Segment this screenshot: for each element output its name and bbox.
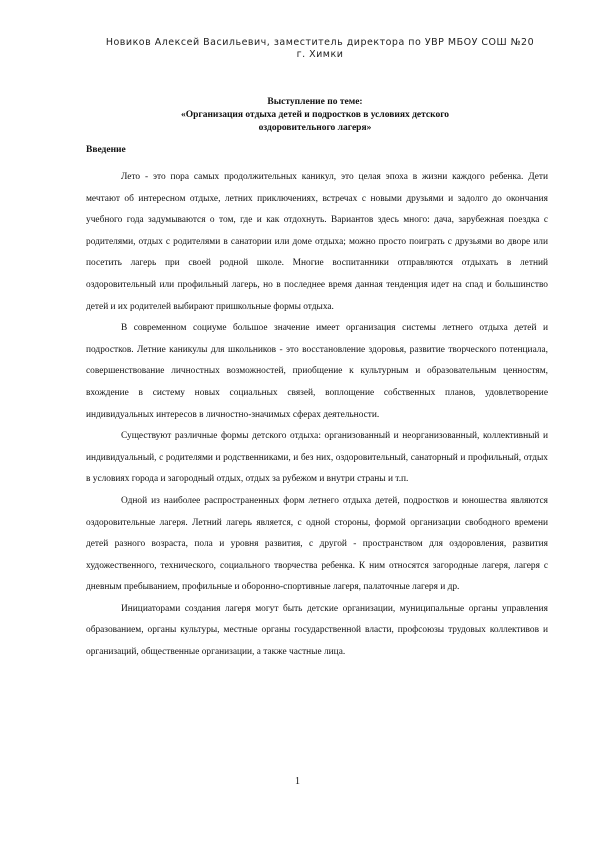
header-author-line: Новиков Алексей Васильевич, заместитель директора по УВР МБОУ СОШ №20 <box>105 37 535 48</box>
paragraph: Лето - это пора самых продолжительных каникул, это целая эпоха в жизни каждого ребенка. Дети мечтают об интересном отдыхе, летних приключениях, встречах с новыми друзьями и задолго до окончания учебного года задумываются о том, где и как отдохнуть. Вариантов здесь много: дача, зарубежная поездка с родителями, отдых с родителями в санатории или доме отдыха; можно просто поиграть с друзьями во дворе или посетить лагерь при своей родной школе. Многие воспитанники отправляются отдыхать в летний оздоровительный или профильный лагерь, но в последнее время данная тенденция идет на спад и большинство детей и их родителей выбирают пришкольные формы отдыха. <box>86 172 548 312</box>
paragraph: В современном социуме большое значение имеет организация системы летнего отдыха детей и подростков. Летние каникулы для школьников - это восстановление здоровья, развитие творческого потенциала, совершенствование личностных возможностей, приобщение к культурным и образовательным ценностям, вхождение в систему новых социальных связей, воплощение собственных планов, удовлетворение индивидуальных интересов в личностно-значимых сферах деятельности. <box>86 323 548 420</box>
speech-title <box>130 96 500 135</box>
section-heading: Введение <box>86 145 126 155</box>
title-line-2: «Организация отдыха детей и подростков в условиях детского <box>180 110 450 120</box>
paragraph: Существуют различные формы детского отдыха: организованный и неорганизованный, коллективный и индивидуальный, с родителями и родственниками, и без них, оздоровительный, санаторный и профильный, отдых в условиях города и загородный отдых, отдых за рубежом и внутри страны и т.п. <box>86 431 548 485</box>
title-line-3: оздоровительного лагеря» <box>258 123 372 133</box>
paragraph: Инициаторами создания лагеря могут быть детские организации, муниципальные органы управления образованием, органы культуры, местные органы государственной власти, профсоюзы трудовых коллективов и организаций, общественные организации, а также частные лица. <box>86 603 548 658</box>
title-line-1: Выступление по теме: <box>267 97 363 107</box>
page-number: 1 <box>295 776 300 787</box>
paragraph: Одной из наиболее распространенных форм летнего отдыха детей, подростков и юношества являются оздоровительные лагеря. Летний лагерь является, с одной стороны, формой организации свободного времени детей разного возраста, пола и уровня развития, с другой - пространством для оздоровления, развития художественного, технического, социального творчества ребенка. К ним относятся загородные лагеря, лагеря с дневным пребыванием, профильные и оборонно-спортивные лагеря, палаточные лагеря и др. <box>86 495 548 593</box>
page-header <box>86 37 554 61</box>
header-city-line: г. Химки <box>296 49 344 60</box>
document-body <box>86 167 548 664</box>
